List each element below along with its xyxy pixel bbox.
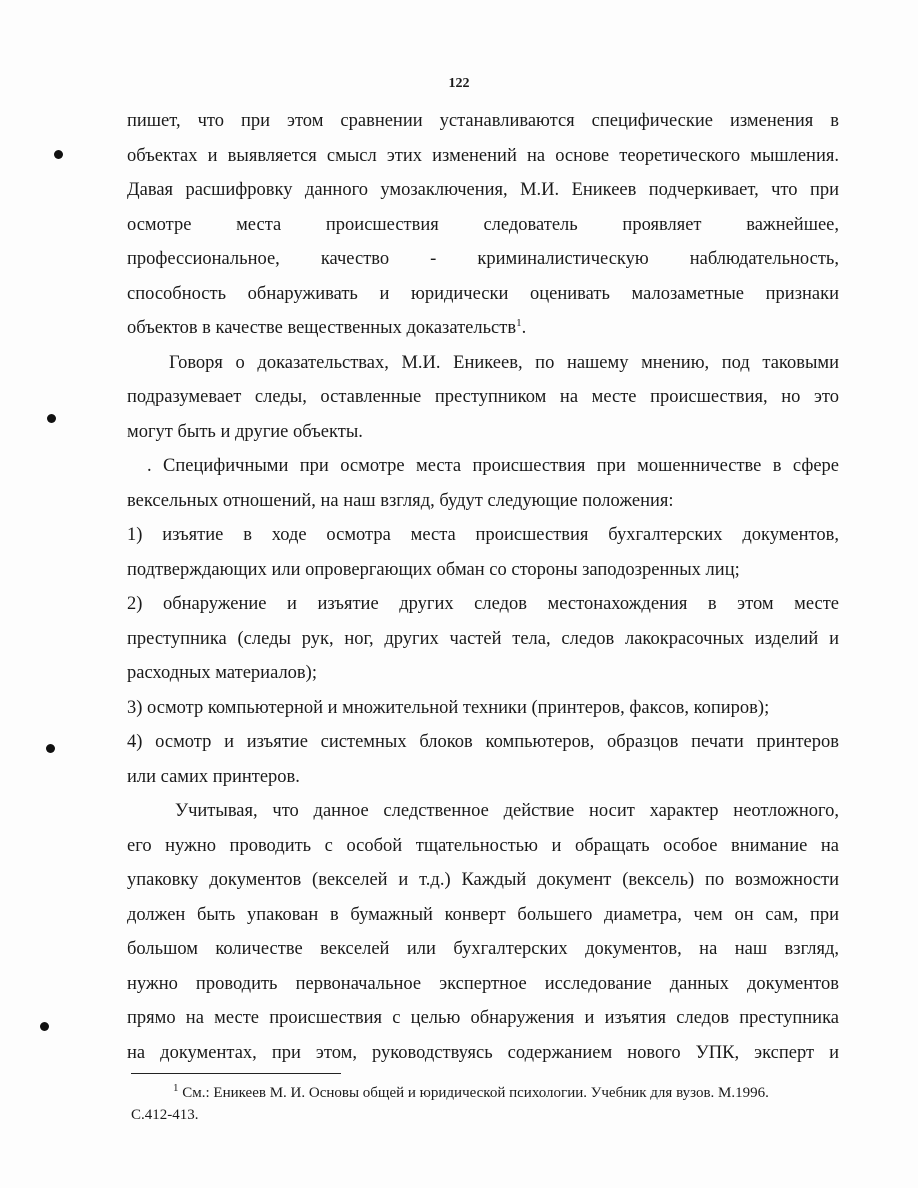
body-text bbox=[127, 104, 839, 1070]
list-item-line: 2) обнаружение и изъятие других следов местонахождения в этом месте bbox=[127, 594, 839, 614]
text-line: подразумевает следы, оставленные преступником на месте происшествия, но это bbox=[127, 387, 839, 407]
footnote-marker: 1 bbox=[173, 1082, 179, 1094]
text-line: профессиональное, качество - криминалистическую наблюдательность, bbox=[127, 249, 839, 269]
footnote-separator bbox=[131, 1073, 341, 1074]
page-number: 122 bbox=[448, 76, 470, 91]
text-line: вексельных отношений, на наш взгляд, будут следующие положения: bbox=[127, 490, 674, 511]
text-line: способность обнаруживать и юридически оценивать малозаметные признаки bbox=[127, 283, 839, 304]
footnote-line: С.412-413. bbox=[131, 1107, 199, 1123]
list-item-line: расходных материалов); bbox=[127, 663, 317, 683]
text-fragment: объектов в качестве вещественных доказательств bbox=[127, 318, 517, 338]
text-line: большом количестве векселей или бухгалтерских документов, на наш взгляд, bbox=[127, 939, 839, 959]
text-line: осмотре места происшествия следователь проявляет важнейшее, bbox=[127, 214, 839, 235]
text-line: его нужно проводить с особой тщательностью и обращать особое внимание на bbox=[127, 835, 839, 856]
list-item-line: преступника (следы рук, ног, других частей тела, следов лакокрасочных изделий и bbox=[127, 628, 839, 649]
text-line: Давая расшифровку данного умозаключения, М.И. Еникеев подчеркивает, что при bbox=[127, 180, 839, 200]
footnote-line bbox=[131, 1082, 831, 1104]
text-line: Говоря о доказательствах, М.И. Еникеев, по нашему мнению, под таковыми bbox=[169, 352, 839, 373]
list-item-line: 3) осмотр компьютерной и множительной техники (принтеров, факсов, копиров); bbox=[127, 697, 770, 718]
binder-hole-mark bbox=[54, 150, 63, 159]
list-item-line: 1) изъятие в ходе осмотра места происшествия бухгалтерских документов, bbox=[127, 525, 839, 545]
list-item-line: 4) осмотр и изъятие системных блоков компьютеров, образцов печати принтеров bbox=[127, 732, 839, 752]
text-line bbox=[127, 311, 839, 346]
text-line: упаковку документов (векселей и т.д.) Каждый документ (вексель) по возможности bbox=[127, 870, 839, 890]
text-line: прямо на месте происшествия с целью обнаружения и изъятия следов преступника bbox=[127, 1008, 839, 1028]
text-line: могут быть и другие объекты. bbox=[127, 421, 363, 442]
footnote bbox=[131, 1082, 831, 1126]
list-item-line: или самих принтеров. bbox=[127, 766, 300, 787]
text-line: Учитывая, что данное следственное действие носит характер неотложного, bbox=[175, 801, 839, 821]
binder-hole-mark bbox=[40, 1022, 49, 1031]
text-line: . Специфичными при осмотре места происшествия при мошенничестве в сфере bbox=[147, 456, 839, 476]
text-line: пишет, что при этом сравнении устанавливаются специфические изменения в bbox=[127, 111, 839, 131]
text-line: объектах и выявляется смысл этих изменений на основе теоретического мышления. bbox=[127, 145, 839, 166]
footnote-text: См.: Еникеев М. И. Основы общей и юридической психологии. Учебник для вузов. М.1996. bbox=[182, 1085, 769, 1101]
binder-hole-mark bbox=[47, 414, 56, 423]
text-line: должен быть упакован в бумажный конверт большего диаметра, чем он сам, при bbox=[127, 904, 839, 925]
sentence-period: . bbox=[521, 318, 527, 338]
binder-hole-mark bbox=[46, 744, 55, 753]
list-item-line: подтверждающих или опровергающих обман со стороны заподозренных лиц; bbox=[127, 559, 740, 580]
text-line: на документах, при этом, руководствуясь содержанием нового УПК, эксперт и bbox=[127, 1042, 839, 1063]
footnote-reference: 1 bbox=[516, 316, 522, 329]
text-line: нужно проводить первоначальное экспертное исследование данных документов bbox=[127, 973, 839, 994]
